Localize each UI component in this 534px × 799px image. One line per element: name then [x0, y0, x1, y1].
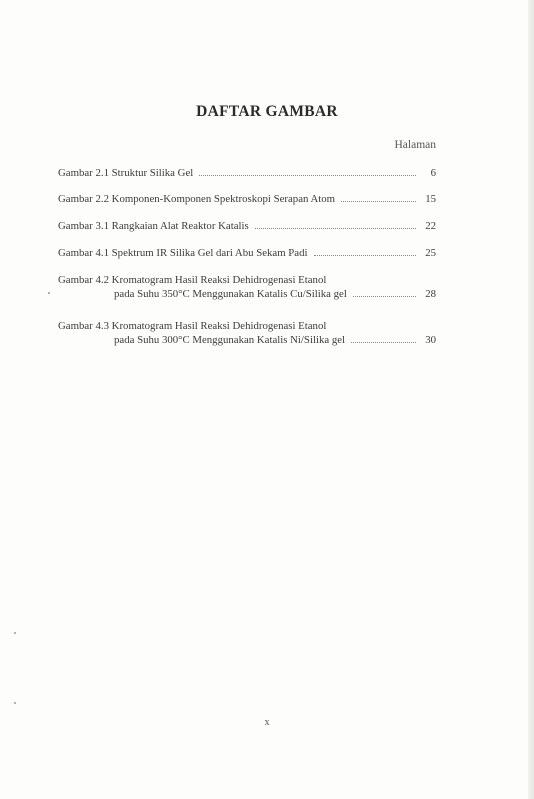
entry-page-number: 15	[425, 193, 436, 205]
page-title: DAFTAR GAMBAR	[196, 103, 338, 120]
page-column-header: Halaman	[394, 139, 436, 151]
entry-line	[58, 166, 436, 180]
entry-line	[58, 319, 436, 333]
entry-label: Gambar 4.3 Kromatogram Hasil Reaksi Dehidrogenasi Etanol	[58, 320, 327, 332]
dot-leader	[199, 174, 416, 176]
figure-list-entry	[58, 192, 436, 206]
entry-label: Gambar 2.2 Komponen-Komponen Spektroskopi Serapan Atom	[58, 193, 336, 205]
dot-leader	[314, 254, 417, 256]
entry-label: Gambar 3.1 Rangkaian Alat Reaktor Katalis	[58, 220, 249, 232]
figure-list-entry	[58, 319, 436, 347]
scan-speck	[48, 292, 50, 294]
entry-line	[58, 246, 436, 260]
entry-line	[58, 192, 436, 206]
dot-leader	[255, 227, 416, 229]
entry-label: Gambar 2.1 Struktur Silika Gel	[58, 167, 194, 179]
entry-page-number: 25	[425, 247, 436, 259]
entry-line	[58, 333, 436, 347]
figure-list-entry	[58, 166, 436, 180]
entry-line	[58, 219, 436, 233]
figure-list-entry	[58, 246, 436, 260]
page-number: x	[264, 717, 270, 728]
entry-line	[58, 273, 436, 287]
entry-page-number: 6	[430, 167, 436, 179]
entry-label-continuation: pada Suhu 300°C Menggunakan Katalis Ni/Silika gel	[114, 334, 346, 346]
entry-label-continuation: pada Suhu 350°C Menggunakan Katalis Cu/Silika gel	[114, 288, 347, 300]
scan-speck	[14, 702, 16, 704]
dot-leader	[353, 295, 416, 297]
entry-label: Gambar 4.1 Spektrum IR Silika Gel dari Abu Sekam Padi	[58, 247, 308, 259]
entry-line	[58, 287, 436, 301]
entry-page-number: 22	[425, 220, 436, 232]
figure-list-entry	[58, 273, 436, 301]
entry-page-number: 28	[425, 288, 436, 300]
entry-page-number: 30	[425, 334, 436, 346]
dot-leader	[351, 341, 416, 343]
entry-label: Gambar 4.2 Kromatogram Hasil Reaksi Dehidrogenasi Etanol	[58, 274, 327, 286]
figure-list-entry	[58, 219, 436, 233]
dot-leader	[341, 200, 416, 202]
scan-speck	[14, 632, 16, 634]
